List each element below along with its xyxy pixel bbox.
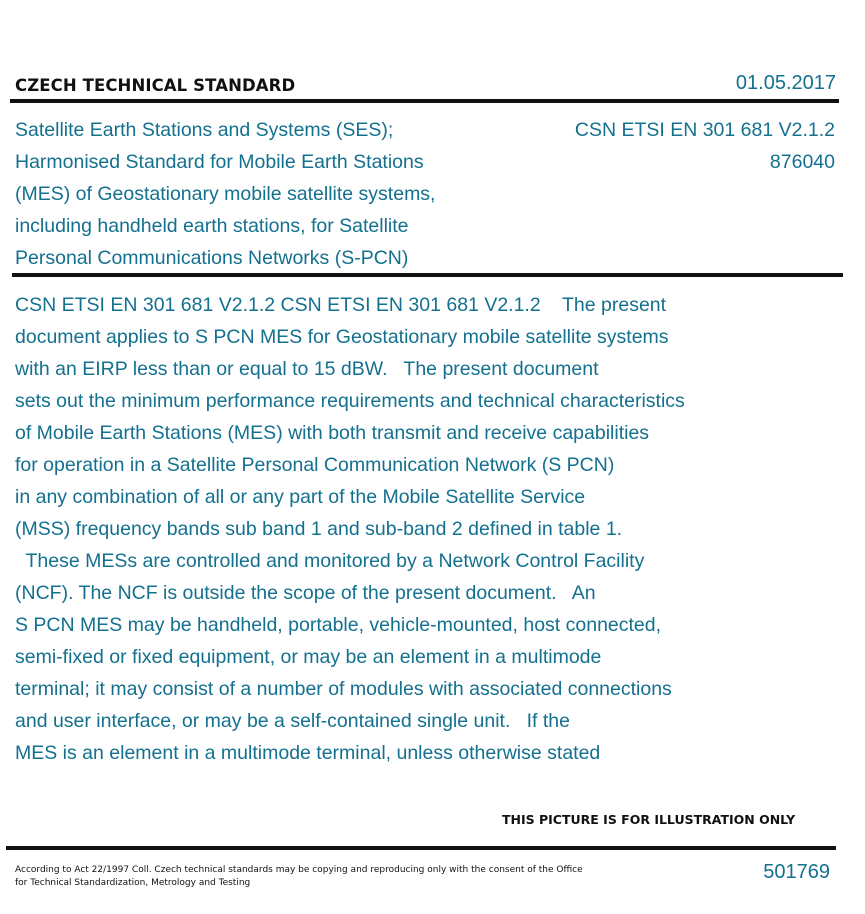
abstract-line: of Mobile Earth Stations (MES) with both transmit and receive capabilities xyxy=(15,422,650,444)
copyright-notice xyxy=(15,864,595,890)
abstract-line: semi-fixed or fixed equipment, or may be an element in a multimode xyxy=(15,646,602,668)
title-line: Personal Communications Networks (S-PCN) xyxy=(15,247,409,269)
abstract-line: in any combination of all or any part of the Mobile Satellite Service xyxy=(15,486,586,508)
title-line: Satellite Earth Stations and Systems (SES); xyxy=(15,119,394,141)
abstract-line: document applies to S PCN MES for Geostationary mobile satellite systems xyxy=(15,326,669,348)
abstract-line: terminal; it may consist of a number of modules with associated connections xyxy=(15,678,672,700)
standard-title xyxy=(15,114,495,274)
abstract-line: These MESs are controlled and monitored by a Network Control Facility xyxy=(15,550,645,572)
copyright-line: According to Act 22/1997 Coll. Czech technical standards may be copying and reproducing only with the consent of the Office xyxy=(15,865,583,875)
abstract-text xyxy=(15,289,845,769)
title-line: including handheld earth stations, for Satellite xyxy=(15,215,409,237)
classification-code: 876040 xyxy=(769,151,835,173)
abstract-line: sets out the minimum performance requirements and technical characteristics xyxy=(15,390,685,412)
copyright-line: for Technical Standardization, Metrology and Testing xyxy=(15,878,251,888)
abstract-line: CSN ETSI EN 301 681 V2.1.2 CSN ETSI EN 301 681 V2.1.2 The present xyxy=(15,294,667,316)
title-line: (MES) of Geostationary mobile satellite systems, xyxy=(15,183,436,205)
abstract-line: MES is an element in a multimode terminal, unless otherwise stated xyxy=(15,742,601,764)
title-divider xyxy=(12,273,843,277)
standard-number: CSN ETSI EN 301 681 V2.1.2 xyxy=(574,119,835,141)
abstract-line: S PCN MES may be handheld, portable, vehicle-mounted, host connected, xyxy=(15,614,662,636)
header-divider xyxy=(10,99,839,103)
publication-date: 01.05.2017 xyxy=(735,72,836,94)
abstract-line: with an EIRP less than or equal to 15 dBW. The present document xyxy=(15,358,599,380)
abstract-line: (MSS) frequency bands sub band 1 and sub-band 2 defined in table 1. xyxy=(15,518,623,540)
abstract-line: (NCF). The NCF is outside the scope of the present document. An xyxy=(15,582,596,604)
abstract-line: and user interface, or may be a self-contained single unit. If the xyxy=(15,710,570,732)
document-type-label: CZECH TECHNICAL STANDARD xyxy=(15,76,296,95)
standard-identifiers xyxy=(575,114,835,178)
document-id: 501769 xyxy=(763,861,830,883)
illustration-disclaimer: THIS PICTURE IS FOR ILLUSTRATION ONLY xyxy=(502,812,796,827)
footer-divider xyxy=(6,846,836,850)
abstract-line: for operation in a Satellite Personal Communication Network (S PCN) xyxy=(15,454,615,476)
title-line: Harmonised Standard for Mobile Earth Stations xyxy=(15,151,424,173)
